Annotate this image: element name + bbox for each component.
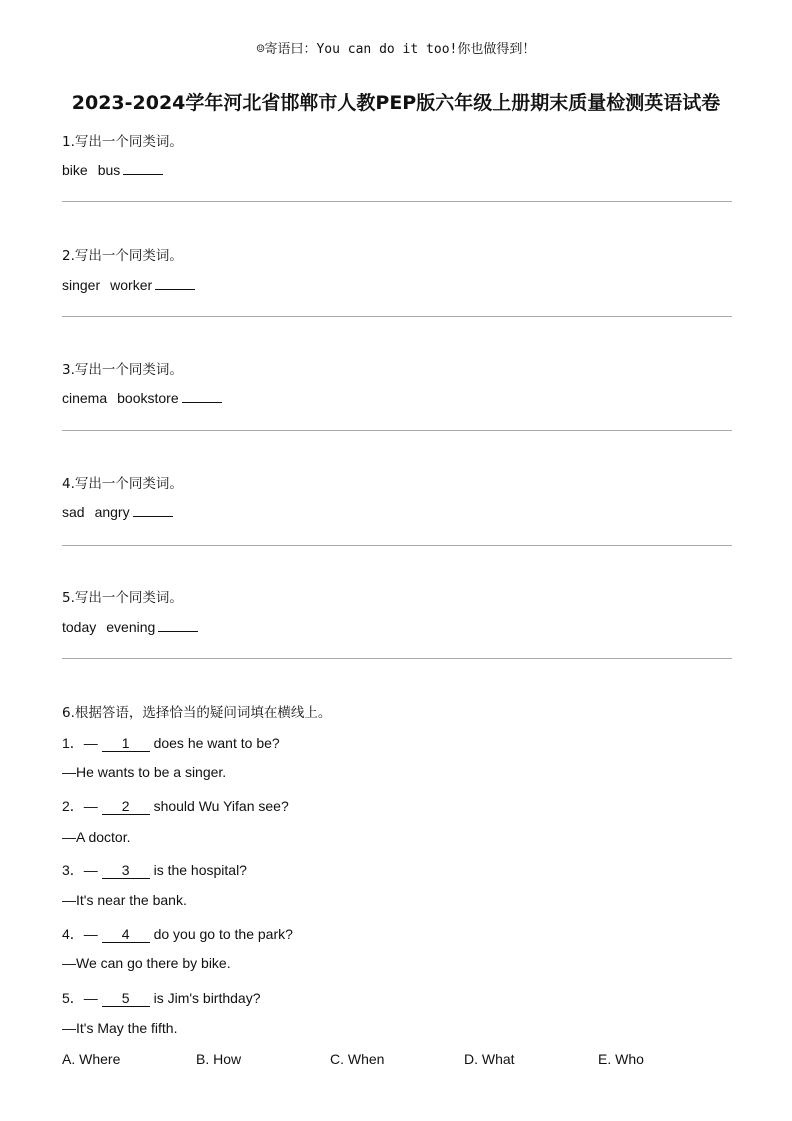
question-text: is Jim's birthday? xyxy=(153,990,261,1006)
question-4-words xyxy=(62,504,173,520)
answer-blank[interactable]: 1 xyxy=(102,735,150,752)
answer-blank[interactable]: 3 xyxy=(102,862,150,879)
divider xyxy=(62,430,732,431)
word: singer xyxy=(62,277,101,293)
question-5-prompt: 5.写出一个同类词。 xyxy=(62,590,183,606)
divider xyxy=(62,316,732,317)
q6-item-2-answer: —A doctor. xyxy=(62,829,131,845)
q6-item-3-answer: —It's near the bank. xyxy=(62,892,187,908)
question-text: is the hospital? xyxy=(153,862,247,878)
question-3-prompt: 3.写出一个同类词。 xyxy=(62,362,183,378)
option-b: B. How xyxy=(196,1051,242,1067)
answer-blank[interactable] xyxy=(133,504,173,517)
word: angry xyxy=(94,504,130,520)
word: bus xyxy=(97,162,121,178)
answer-blank[interactable] xyxy=(182,390,222,403)
answer-blank[interactable]: 2 xyxy=(102,798,150,815)
question-1-prompt: 1.写出一个同类词。 xyxy=(62,134,183,150)
item-number: 2．— xyxy=(62,798,98,814)
word: bookstore xyxy=(117,390,179,406)
question-text: do you go to the park? xyxy=(153,926,293,942)
word: worker xyxy=(110,277,153,293)
word: sad xyxy=(62,504,85,520)
q6-item-4-answer: —We can go there by bike. xyxy=(62,955,231,971)
answer-blank[interactable] xyxy=(158,619,198,632)
question-2-words xyxy=(62,277,195,293)
header-motto: ☺寄语曰：You can do it too!你也做得到！ xyxy=(256,42,536,57)
option-c: C. When xyxy=(330,1051,385,1067)
item-number: 5．— xyxy=(62,990,98,1006)
question-2-prompt: 2.写出一个同类词。 xyxy=(62,248,183,264)
divider xyxy=(62,545,732,546)
q6-item-1-answer: —He wants to be a singer. xyxy=(62,764,227,780)
divider xyxy=(62,658,732,659)
word: cinema xyxy=(62,390,108,406)
q6-item-1-question xyxy=(62,733,280,753)
question-6-prompt: 6.根据答语，选择恰当的疑问词填在横线上。 xyxy=(62,705,332,721)
option-a: A. Where xyxy=(62,1051,121,1067)
answer-blank[interactable]: 4 xyxy=(102,926,150,943)
question-text: should Wu Yifan see? xyxy=(153,798,289,814)
item-number: 1．— xyxy=(62,735,98,751)
question-text: does he want to be? xyxy=(153,735,280,751)
option-d: D. What xyxy=(464,1051,515,1067)
word: bike xyxy=(62,162,88,178)
q6-item-3-question xyxy=(62,860,247,880)
answer-blank[interactable]: 5 xyxy=(102,990,150,1007)
q6-item-4-question xyxy=(62,924,293,944)
item-number: 4．— xyxy=(62,926,98,942)
answer-blank[interactable] xyxy=(155,277,195,290)
page-title: 2023-2024学年河北省邯郸市人教PEP版六年级上册期末质量检测英语试卷 xyxy=(71,92,721,114)
question-3-words xyxy=(62,390,222,406)
q6-item-2-question xyxy=(62,796,289,816)
question-1-words xyxy=(62,162,163,178)
question-5-words xyxy=(62,619,198,635)
item-number: 3．— xyxy=(62,862,98,878)
divider xyxy=(62,201,732,202)
answer-blank[interactable] xyxy=(123,162,163,175)
option-e: E. Who xyxy=(598,1051,644,1067)
q6-item-5-answer: —It's May the fifth. xyxy=(62,1020,178,1036)
q6-item-5-question xyxy=(62,988,261,1008)
word: evening xyxy=(106,619,156,635)
word: today xyxy=(62,619,97,635)
question-4-prompt: 4.写出一个同类词。 xyxy=(62,476,183,492)
